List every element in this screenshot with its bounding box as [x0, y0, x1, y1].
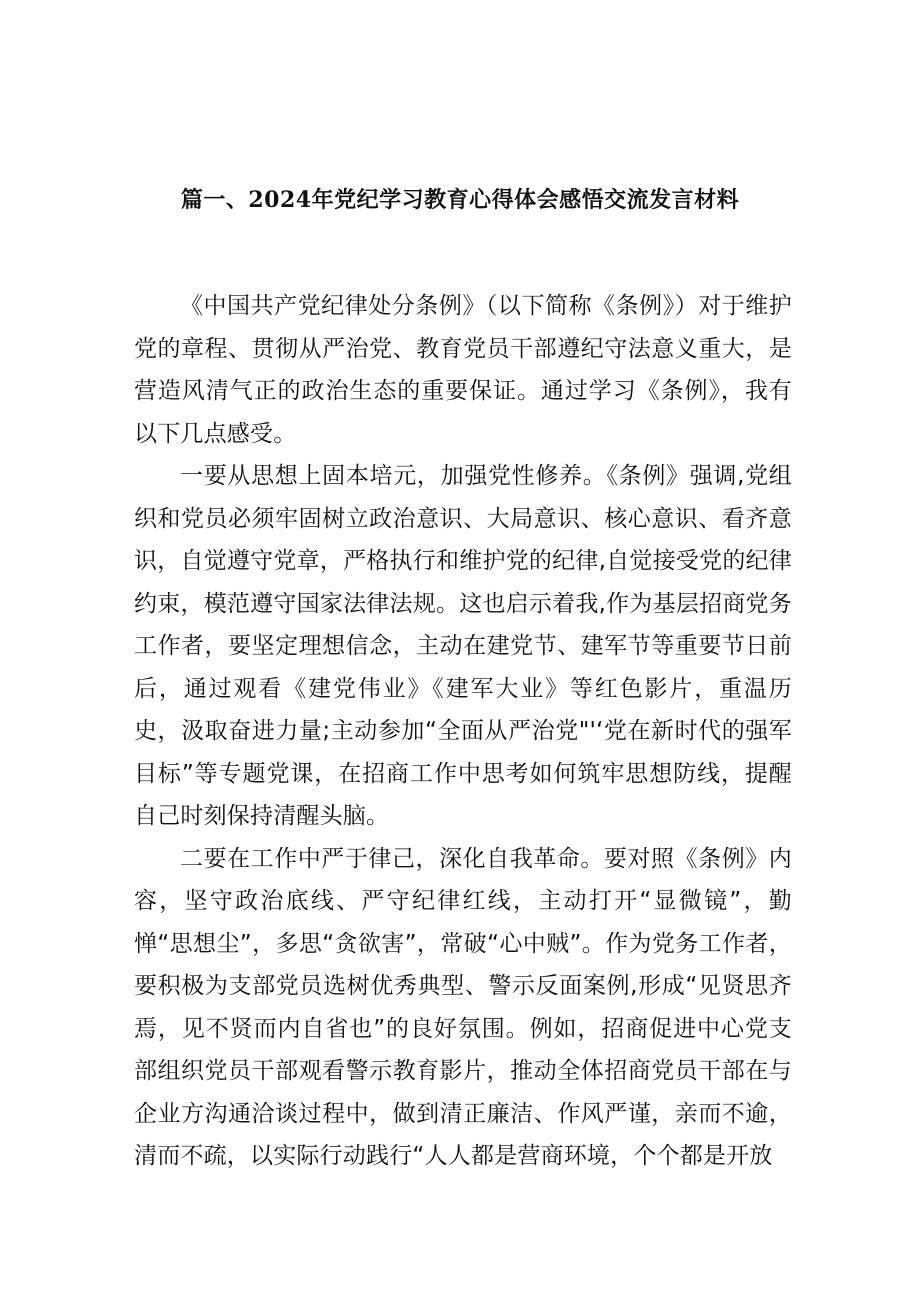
paragraph-point-two: 二要在工作中严于律己，深化自我革命。要对照《条例》内容，坚守政治底线、严守纪律红线，主动打开“显微镜”，勤惮“思想尘”，多思“贪欲害”，常破“心中贼”。作为党务工作者，要积极为支部党员选树优秀典型、警示反面案例,形成“见贤思齐焉，见不贤而内自省也”的良好氛围。例如，招商促进中心党支部组织党员干部观看警示教育影片，推动全体招商党员干部在与企业方沟通洽谈过程中，做到清正廉洁、作风严谨，亲而不逾，清而不疏，以实际行动践行“人人都是营商环境，个个都是开放 — [134, 845, 792, 1169]
document-body — [134, 285, 792, 1178]
paragraph-intro: 《中国共产党纪律处分条例》（以下简称《条例》）对于维护党的章程、贯彻从严治党、教育党员干部遵纪守法意义重大，是营造风清气正的政治生态的重要保证。通过学习《条例》，我有以下几点感受。 — [134, 293, 792, 447]
paragraph-point-one: 一要从思想上固本培元，加强党性修养。《条例》强调,党组织和党员必须牢固树立政治意识、大局意识、核心意识、看齐意识，自觉遵守党章，严格执行和维护党的纪律,自觉接受党的纪律约束，模范遵守国家法律法规。这也启示着我,作为基层招商党务工作者，要坚定理想信念，主动在建党节、建军节等重要节日前后，通过观看《建党伟业》《建军大业》等红色影片，重温历史，汲取奋进力量;主动参加“全面从严治党"'‘党在新时代的强军目标”等专题党课，在招商工作中思考如何筑牢思想防线，提醒自己时刻保持清醒头脑。 — [134, 463, 792, 829]
document-title: 篇一、2024年党纪学习教育心得体会感悟交流发言材料 — [180, 187, 740, 213]
